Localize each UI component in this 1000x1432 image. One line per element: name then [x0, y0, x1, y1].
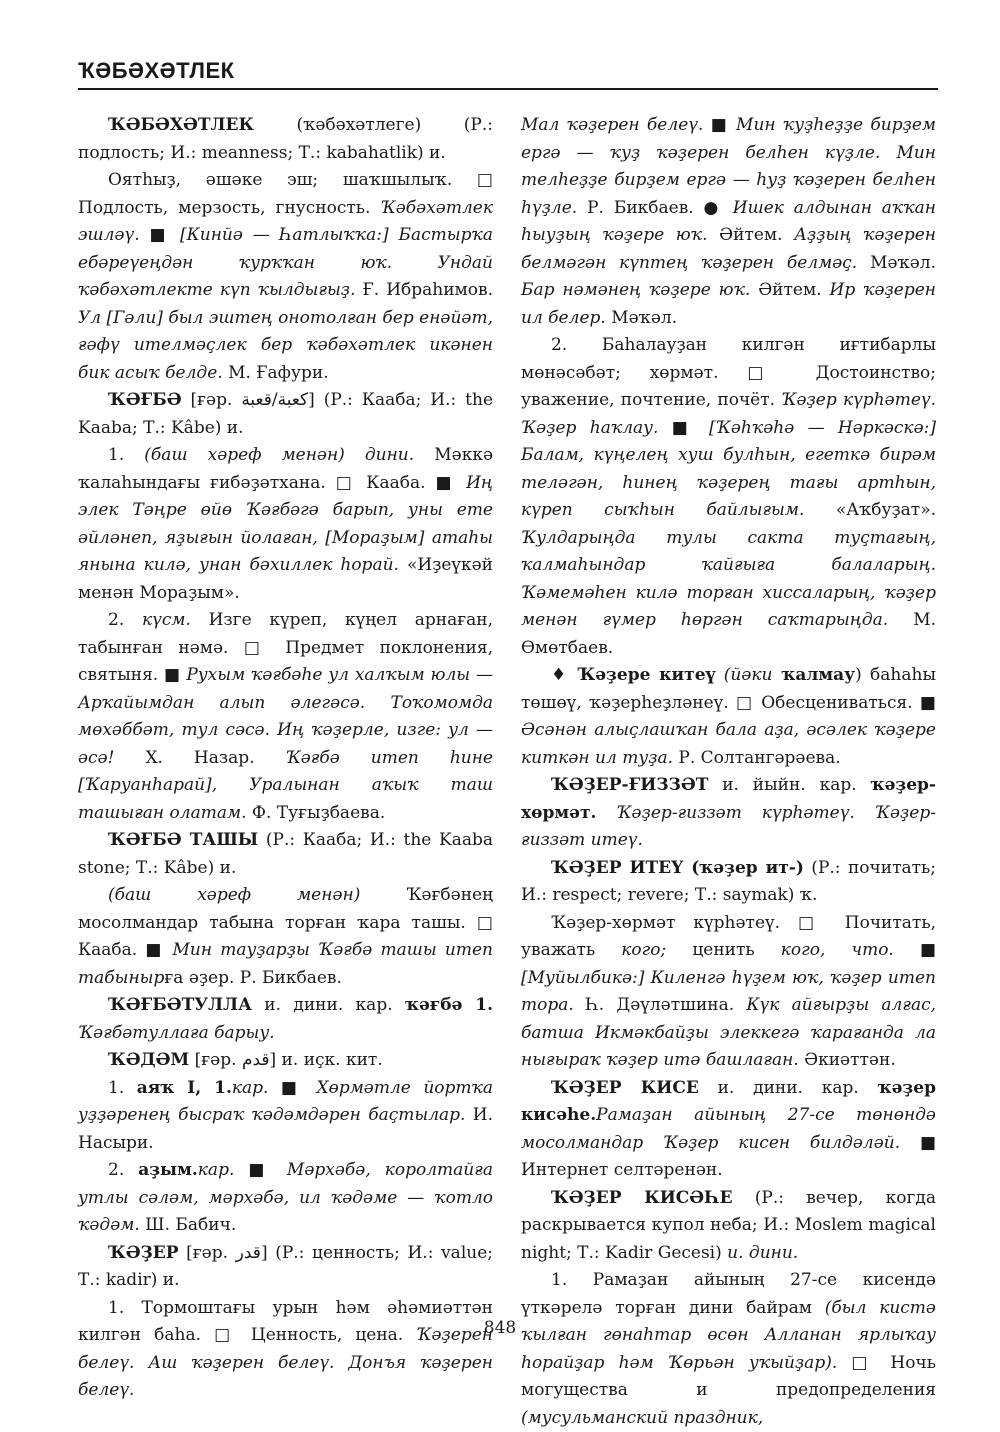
dictionary-paragraph: [521, 1075, 936, 1185]
dictionary-paragraph: [521, 1185, 936, 1268]
entry-text: Ф. Туғыҙбаева.: [246, 802, 386, 823]
dictionary-paragraph: [78, 827, 493, 882]
headword: ҠӘҘЕР: [108, 1242, 179, 1263]
entry-text: ға әҙер. Р. Бикбаев.: [164, 967, 342, 988]
entry-text: М. Ғафури.: [222, 362, 329, 383]
entry-text: «Иҙеүкәй менән Мораҙым».: [78, 555, 493, 603]
example-text: (йәки: [715, 665, 773, 685]
example-text: күсм.: [141, 610, 191, 630]
entry-text: Изге күреп, күңел арнаған, табынған нәмә. □ Предмет поклонения, святыня. ■: [78, 610, 494, 685]
headword: ҠӘБӘХӘТЛЕК: [108, 115, 254, 135]
page-number: 848: [483, 1318, 517, 1338]
entry-text: (Р.: почитать; И.: respect; revere; Т.: saymak) ҡ.: [521, 857, 937, 905]
entry-text: ҡәҙер кисәһе.: [521, 1077, 936, 1125]
example-text: Ҡәҙерен белеү. Аш ҡәҙерен белеү. Донъя ҡәҙерен белеү.: [78, 1325, 493, 1400]
example-text: и. дини.: [727, 1242, 799, 1263]
dictionary-paragraph: [521, 855, 936, 910]
dictionary-paragraph: [78, 882, 493, 992]
headword: ҠӘҘЕР КИСЕ: [551, 1077, 699, 1098]
example-text: Ҡәғбә итеп һине [Ҡаруанһарай], Уралынан аҡыҡ таш ташыған олатам.: [78, 747, 493, 823]
example-text: (был кистә ҡылған гөнаһтар өсөн Алланан ярлыҡау һорайҙар һәм Ҡөрьән уҡыйҙар).: [521, 1297, 936, 1373]
example-text: Хөрмәтле йортҡа уҙҙәренең бысраҡ ҡәдәмдәрен баҫтылар.: [78, 1077, 494, 1125]
example-text: Ҡәғбәтуллаға барыу.: [78, 1022, 275, 1043]
running-head: ҠӘБӘХӘТЛЕК: [78, 58, 235, 83]
entry-text: «Аҡбуҙат».: [804, 500, 936, 520]
example-text: Ул [Гәли] был эштең онотолған бер енәйәт, ғәфү ителмәҫлек бер ҡәбәхәтлек икәнен бик асыҡ белде.: [78, 307, 493, 383]
entry-text: ■: [900, 1132, 937, 1153]
dictionary-paragraph: [521, 1267, 936, 1432]
entry-text: [ғәр. قدم] и. иҫк. кит.: [189, 1050, 383, 1070]
entry-text: М. Өмөтбаев.: [521, 610, 936, 658]
headword: ҠӘҘЕР-ҒИЗЗӘТ: [551, 775, 709, 795]
entry-text: 1.: [108, 445, 145, 465]
dictionary-paragraph: [78, 112, 493, 167]
dictionary-paragraph: [521, 662, 936, 772]
headword: ҠӘҒБӘ ТАШЫ: [108, 830, 259, 850]
entry-text: Ҡәҙере китеү: [577, 665, 716, 685]
entry-text: Мәҡәл.: [605, 307, 678, 328]
example-text: Ҡулдарыңда тулы сакта туҫтағың, ҡалмаһындар ҡайғыға балаларың. Ҡәмемәһен килә торған хиссаларың, ҡәҙер менән ғүмер һөргән саҡтарыңда.: [521, 527, 936, 630]
dictionary-paragraph: [78, 1075, 493, 1158]
entry-text: и. йыйн. кар.: [708, 775, 871, 795]
entry-text: и. дини. кар.: [698, 1077, 878, 1098]
example-text: Бар нәмәнең ҡәҙере юҡ.: [521, 280, 751, 300]
entry-text: ҡәҙер-хөрмәт.: [521, 775, 936, 823]
dictionary-paragraph: [78, 1295, 493, 1405]
example-text: Мин ҡуҙһеҙҙе бирҙем ергә — ҡуҙ ҡәҙерен белһен күҙле. Мин телһеҙҙе бирҙем ергә — һуҙ ҡәҙерен белһен һүҙле.: [521, 115, 936, 218]
entry-text: ■: [658, 417, 710, 438]
entry-text: Әйтем.: [750, 280, 830, 300]
dictionary-paragraph: [78, 992, 493, 1047]
header-rule: [78, 88, 938, 90]
example-text: Ҡәҙер-ғиззәт күрһәтеү. Ҡәҙер-ғиззәт итеү.: [521, 802, 936, 850]
entry-text: ■: [268, 1077, 317, 1098]
entry-text: ■: [234, 1160, 287, 1180]
example-text: [Муйылбикә:] Киленгә һүҙем юҡ, ҡәҙер итеп тора.: [521, 967, 936, 1015]
entry-text: Р. Солтангәрәева.: [673, 747, 841, 768]
example-text: (мусульманский праздник,: [521, 1407, 764, 1428]
entry-text: Оятһыҙ, әшәке эш; шаҡшылыҡ. □ Подлость, мерзость, гнусность.: [78, 170, 493, 218]
example-text: Ишек алдынан аҡҡан һыуҙың ҡәҙере юҡ.: [521, 197, 936, 245]
left-column: [78, 112, 493, 1405]
entry-text: [ғәр. كعبة/قعبة] (Р.: Кааба; И.: the Kaaba; Т.: Kâbe) и.: [78, 390, 494, 438]
example-text: Ҡәҙер күрһәтеү. Ҡәҙер һаҡлау.: [521, 390, 936, 438]
example-text: [Ҡәһҡәһә — Нәркәскә:] Балам, күңелең хуш булһын, егеткә бирәм теләгән, һинең ҡәҙерең тағы артһын, күреп сыҡһын байлығым.: [521, 417, 936, 520]
entry-text: аҙым.: [138, 1160, 198, 1180]
entry-text: Мәҡәл.: [857, 252, 936, 273]
dictionary-paragraph: [78, 442, 493, 607]
entry-text: И. Насыри.: [78, 1105, 493, 1153]
headword: ҠӘҒБӘ: [108, 390, 182, 410]
dictionary-paragraph: [78, 1047, 493, 1075]
entry-text: Ҡәғбәнең мосолмандар табына торған ҡара ташы. □ Кааба. ■: [78, 885, 494, 960]
example-text: Рухым ҡәғбәһе ул халҡым юлы — Арҡайымдан алып әлегәсә. Тоҡомомда мөхәббәт, тул сәсә. Иң ҡәҙерле, изге: ул — әсә!: [78, 665, 493, 768]
example-text: кар.: [197, 1160, 235, 1180]
entry-text: 2.: [108, 1160, 139, 1180]
entry-text: Мәккә ҡалаһындағы ғибәҙәтхана. □ Кааба. ■: [78, 445, 494, 493]
dictionary-paragraph: [521, 772, 936, 855]
dictionary-paragraph: [78, 607, 493, 827]
headword: ҠӘДӘМ: [108, 1050, 190, 1070]
entry-text: и. дини. кар.: [251, 995, 405, 1015]
entry-text: 1.: [108, 1077, 137, 1098]
example-text: (баш хәреф менән) дини.: [144, 445, 415, 465]
example-text: Ҡәбәхәтлек эшләү. ■ [Кинйә — Һатлыҡҡа:] Бастырҡа ебәреүеңдән ҡурҡҡан юҡ. Ундай ҡәбәхәтлекте күп ҡылдығыҙ.: [78, 197, 493, 300]
entry-text: 1. Тормоштағы урын һәм әһәмиәттән килгән баһа. □ Ценность, цена.: [78, 1297, 493, 1345]
right-column: [521, 112, 936, 1432]
entry-text: (Р.: Кааба; И.: the Kaaba stone; Т.: Kâbe) и.: [78, 830, 493, 878]
entry-text: Һ. Дәүләтшина.: [573, 995, 747, 1015]
entry-text: 2. Баһалауҙан килгән иғтибарлы мөнәсәбәт; хөрмәт. □ Достоинство; уважение, почтение, почёт.: [521, 335, 936, 410]
dictionary-paragraph: [78, 1157, 493, 1240]
entry-text: (Р.: вечер, когда раскрывается купол неба; И.: Moslem magical night; Т.: Kadir Gecesi): [521, 1187, 936, 1263]
dictionary-paragraph: [521, 332, 936, 662]
headword: (ҡәҙер ит-): [683, 857, 804, 878]
dictionary-paragraph: [521, 910, 936, 1075]
example-text: Ир ҡәҙерен ил белер.: [521, 280, 936, 328]
entry-text: Ҡәҙер-хөрмәт күрһәтеү. □ Почитать, уважать: [521, 912, 936, 960]
entry-text: аяҡ I, 1.: [136, 1077, 232, 1098]
headword: ҠӘҘЕР КИСӘҺЕ: [551, 1187, 733, 1208]
entry-text: ♦: [551, 665, 578, 685]
entry-text: Х. Назар.: [114, 747, 286, 768]
entry-text: Ғ. Ибраһимов.: [355, 280, 493, 300]
entry-text: 1. Рамаҙан айының 27-се кисендә үткәрелә торған дини байрам: [521, 1270, 936, 1318]
entry-text: (ҡәбәхәтлеге) (Р.: подлость; И.: meanness; Т.: kabahatlik) и.: [78, 115, 493, 163]
example-text: Иң элек Тәңре өйө Ҡәғбәгә барып, уны ете әйләнеп, яҙығын йолаған, [Мораҙым] атаһы янына килә, унан бәхиллек һорай.: [78, 472, 493, 575]
example-text: кар.: [231, 1077, 269, 1098]
example-text: Мал ҡәҙерен белеү.: [521, 115, 704, 135]
dictionary-paragraph: [521, 112, 936, 332]
entry-text: Интернет селтәренән.: [521, 1160, 723, 1180]
dictionary-paragraph: [78, 167, 493, 387]
headword: ҠӘҘЕР ИТЕҮ: [551, 857, 684, 878]
entry-text: Р. Бикбаев. ●: [577, 197, 733, 218]
entry-text: Әйтем.: [707, 225, 795, 245]
example-text: кого, что.: [780, 940, 894, 960]
dictionary-paragraph: [78, 387, 493, 442]
entry-text: Әкиәттән.: [798, 1050, 896, 1070]
entry-text: ценить: [666, 940, 781, 960]
entry-text: ■: [893, 940, 937, 960]
entry-text: □ Ночь могущества и предопределения: [521, 1352, 936, 1400]
example-text: Аҙҙың ҡәҙерен белмәгән күптең ҡәҙерен белмәҫ.: [521, 225, 936, 273]
entry-text: 2.: [108, 610, 142, 630]
entry-text: ■: [703, 115, 737, 135]
example-text: Күк айғырҙы алғас, батша Икмәкбайҙы элеккегә ҡарағанда ла нығыраҡ ҡәҙер итә башлаған.: [521, 995, 937, 1070]
entry-text: ҡалмау: [772, 665, 856, 685]
example-text: кого;: [621, 940, 667, 960]
headword: ҠӘҒБӘТУЛЛА: [108, 995, 252, 1015]
entry-text: ) баһаһы төшөү, ҡәҙерһеҙләнеү. □ Обесцениваться. ■: [521, 665, 936, 713]
example-text: Мәрхәбә, королтайға утлы сәләм, мәрхәбә, ил ҡәдәме — ҡотло ҡәдәм.: [78, 1160, 493, 1235]
entry-text: [ғәр. قدر] (Р.: ценность; И.: value; Т.: kadir) и.: [78, 1242, 493, 1290]
dictionary-paragraph: [78, 1240, 493, 1295]
example-text: Рамаҙан айының 27-се төнөндә мосолмандар Ҡәҙер кисен билдәләй.: [521, 1105, 936, 1153]
example-text: Әсәнән алыҫлашҡан бала аҙа, әсәлек ҡәҙере киткән ил туҙа.: [521, 720, 936, 768]
entry-text: Ш. Бабич.: [139, 1215, 237, 1235]
example-text: (баш хәреф менән): [108, 885, 361, 905]
entry-text: ҡәғбә 1.: [404, 995, 493, 1015]
example-text: Мин тауҙарҙы Ҡәғбә ташы итеп табыныр: [78, 940, 493, 988]
